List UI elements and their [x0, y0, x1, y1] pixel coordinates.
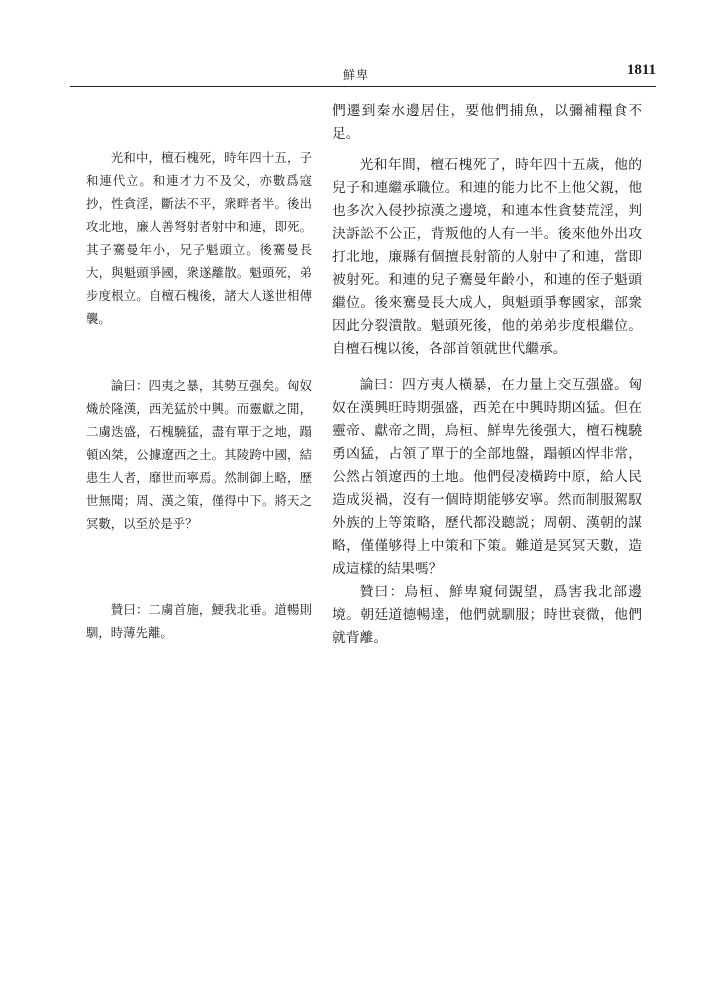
translation-paragraph-continued: 們遷到秦水邊居住，要他們捕魚，以彌補糧食不足。: [332, 103, 642, 142]
classical-column-block-2: [86, 374, 312, 535]
running-header-title: 鮮卑: [342, 68, 369, 82]
page-number: 1811: [626, 62, 656, 78]
translation-column-block-1: [332, 100, 642, 361]
classical-column-block-3: [86, 598, 312, 644]
classical-paragraph-lun: 論曰：四夷之暴，其勢互强矣。匈奴熾於隆漢，西羌猛於中興。而靈獻之閒，二虜迭盛，石槐驍猛，盡有單于之地，蹋頓凶桀，公據遼西之土。其陵跨中國，結患生人者，靡世而寧焉。然制御上略，歷世無聞；周、漢之策，僅得中下。將天之冥數，以至於是乎？: [86, 378, 312, 531]
translation-paragraph-lun: 論曰：四方夷人橫暴，在力量上交互强盛。匈奴在漢興旺時期强盛，西羌在中興時期凶猛。但在靈帝、獻帝之間，烏桓、鮮卑先後强大，檀石槐驍勇凶猛，占領了單于的全部地盤，蹋頓凶悍非常，公然占領遼西的土地。他們侵凌橫跨中原，給人民造成災禍，沒有一個時期能够安寧。然而制服駕馭外族的上等策略，歷代都没聽説；周朝、漢朝的謀略，僅僅够得上中策和下策。難道是冥冥天數，造成這樣的結果嗎？: [332, 377, 642, 577]
classical-paragraph-succession: 光和中，檀石槐死，時年四十五，子和連代立。和連才力不及父，亦數爲寇抄，性貪淫，斷法不平，衆畔者半。後出攻北地，廉人善弩射者射中和連，即死。其子騫曼年小，兄子魁頭立。後騫曼長大，與魁頭爭國，衆遂離散。魁頭死，弟步度根立。自檀石槐後，諸大人遂世相傳襲。: [86, 150, 312, 326]
translation-paragraph-succession: 光和年間，檀石槐死了，時年四十五歲，他的兒子和連繼承職位。和連的能力比不上他父親，他也多次入侵抄掠漢之邊境，和連本性貪婪荒淫，判決訴訟不公正，背叛他的人有一半。後來他外出攻打北地，廉縣有個擅長射箭的人射中了和連，當即被射死。和連的兒子騫曼年齡小，和連的侄子魁頭繼位。後來騫曼長大成人，與魁頭爭奪國家，部衆因此分裂潰散。魁頭死後，他的弟弟步度根繼位。自檀石槐以後，各部首領就世代繼承。: [332, 157, 642, 357]
header-rule: [70, 86, 656, 87]
translation-paragraph-zan: 贊曰：烏桓、鮮卑窺伺覬望，爲害我北部邊境。朝廷道德暢達，他們就馴服；時世衰微，他們就背離。: [332, 584, 642, 646]
classical-column-block-1: [86, 146, 312, 330]
classical-paragraph-zan: 贊曰：二虜首施，鯁我北垂。道暢則馴，時薄先離。: [86, 602, 312, 640]
translation-column-block-2: [332, 374, 642, 650]
